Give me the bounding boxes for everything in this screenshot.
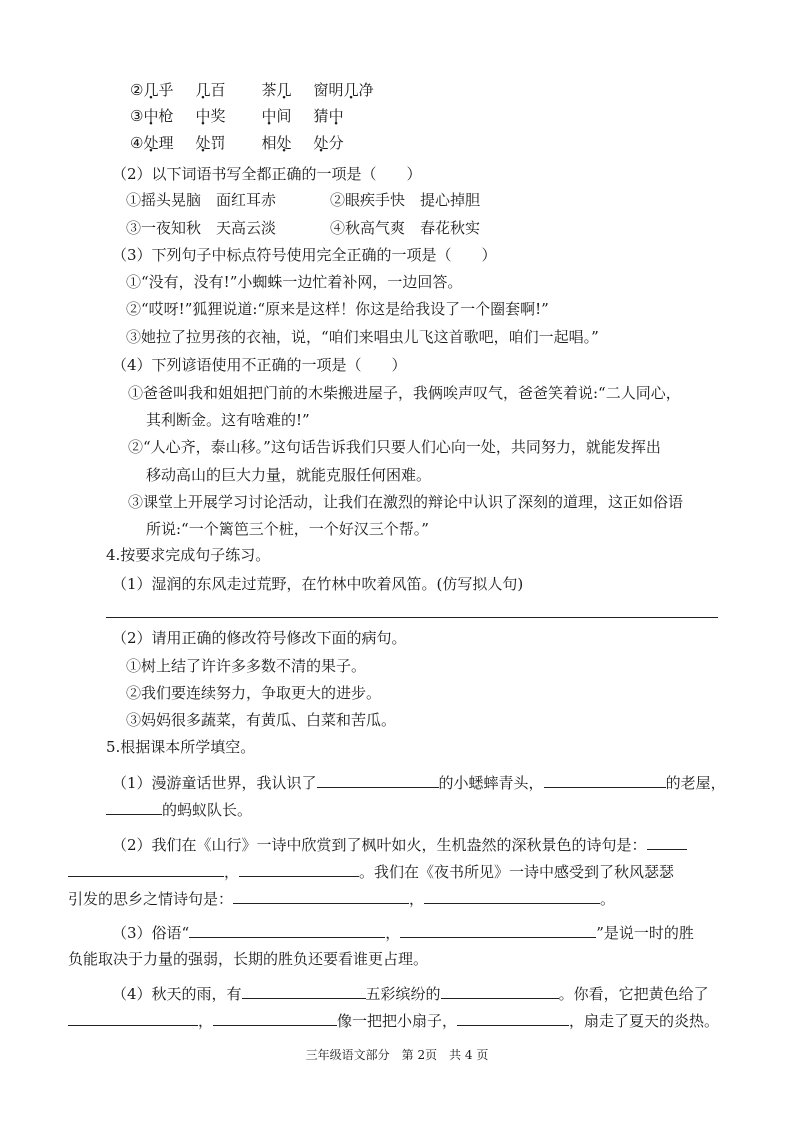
word-zhongqiang: 中枪 [143,107,174,125]
q3-stem: （3）下列句子中标点符号使用完全正确的一项是（ ） [112,246,497,264]
fill-1-line2: 的蚂蚁队长。 [106,799,252,820]
word-xiangchu: 相处 [261,134,292,152]
fill-blank[interactable] [239,861,359,877]
fill-2-line3: 引发的思乡之情诗句是： ， 。 [68,890,616,908]
q2-option-3: ③一夜知秋 天高云淡 [126,219,277,237]
fill-blank[interactable] [424,888,600,904]
section-4-sub2: （2）请用正确的修改符号修改下面的病句。 [112,629,407,647]
fill-4-line1: （4）秋天的雨，有 五彩缤纷的 。你看，它把黄色给了 [112,985,709,1003]
word-chufa: 处罚 [195,134,226,152]
q4-option-2-line1: ②“人心齐，泰山移。”这句话告诉我们只要人们心向一处，共同努力，就能发挥出 [128,438,661,456]
fill-blank[interactable] [400,922,596,938]
fill-blank[interactable] [233,888,409,904]
q3-option-3: ③她拉了拉男孩的衣袖，说，“咱们来唱虫儿飞这首歌吧，咱们一起唱。” [126,328,599,346]
fill-3-line1: （3）俗语“ ， ”是说一时的胜 [112,924,694,942]
q4-option-1-line2: 其利断金。这有啥难的!” [146,411,310,429]
fill-blank[interactable] [441,983,559,999]
word-caizhong: 猜中 [313,107,344,125]
fill-4-line2: ， 像一把把小扇子， ，扇走了夏天的炎热。 [68,1010,719,1031]
sick-sentence-1: ①树上结了许许多多数不清的果子。 [126,657,367,675]
page-footer: 三年级语文部分 第 2页 共 4 页 [305,1048,489,1062]
fill-2-line2: ， 。我们在《夜书所见》一诗中感受到了秋风瑟瑟 [68,861,674,882]
q4-option-3-line1: ③课堂上开展学习讨论活动，让我们在激烈的辩论中认识了深刻的道理，这正如俗语 [128,493,684,511]
word-chufen: 处分 [313,134,344,152]
word-zhongjian: 中间 [261,107,292,125]
fill-blank[interactable] [242,983,366,999]
word-chaji: 茶几 [261,81,292,99]
answer-line[interactable] [106,617,718,618]
section-5-title: 5.根据课本所学填空。 [106,738,256,756]
fill-blank[interactable] [213,1010,337,1026]
q3-option-2: ②“哎呀!”狐狸说道:“原来是这样！你这是给我设了一个圈套啊!” [126,300,549,318]
q3-option-1: ①“没有，没有!”小蜘蛛一边忙着补网，一边回答。 [126,273,463,291]
q2-option-1: ①摇头晃脑 面红耳赤 [126,191,277,209]
sick-sentence-2: ②我们要连续努力，争取更大的进步。 [126,684,382,702]
fill-blank[interactable] [317,772,439,788]
fill-blank[interactable] [68,861,224,877]
word-row-2 [130,80,374,100]
q4-option-3-line2: 所说:“一个篱笆三个桩，一个好汉三个帮。” [146,520,429,538]
q2-option-2: ②眼疾手快 提心掉胆 [330,191,481,209]
q4-option-2-line2: 移动高山的巨大力量，就能克服任何困难。 [146,466,432,484]
section-4-title: 4.按要求完成句子练习。 [106,546,271,564]
sick-sentence-3: ③妈妈很多蔬菜，有黄瓜、白菜和苦瓜。 [126,711,397,729]
option-number: ② [130,81,144,99]
fill-blank[interactable] [544,772,666,788]
word-chuangmingjijing: 窗明几净 [313,81,374,99]
fill-blank[interactable] [189,922,385,938]
fill-blank[interactable] [106,799,162,815]
word-row-4: ④处理 处罚 相处 处分 [130,134,344,152]
word-chuli: 处理 [143,134,174,152]
q4-option-1-line1: ①爸爸叫我和姐姐把门前的木柴搬进屋子，我俩唉声叹气，爸爸笑着说:“二人同心， [128,384,681,402]
q2-stem: （2）以下词语书写全都正确的一项是（ ） [112,165,422,183]
q2-option-4: ④秋高气爽 春花秋实 [330,219,481,237]
fill-blank[interactable] [647,834,687,850]
fill-2-line1: （2）我们在《山行》一诗中欣赏到了枫叶如火，生机盎然的深秋景色的诗句是： [112,834,687,855]
fill-blank[interactable] [457,1010,569,1026]
section-4-sub1: （1）湿润的东风走过荒野，在竹林中吹着风笛。(仿写拟人句) [112,575,524,593]
word-jibai: 几百 [195,81,226,99]
word-zhongjiang: 中奖 [195,107,226,125]
fill-blank[interactable] [68,1010,198,1026]
word-jihu: 几乎 [143,81,174,99]
q4-stem: （4）下列谚语使用不正确的一项是（ ） [112,356,407,374]
word-row-3: ③中枪 中奖 中间 猜中 [130,107,344,125]
fill-1-line1: （1）漫游童话世界，我认识了 的小蟋蟀青头， 的老屋， [112,774,726,792]
fill-3-line2: 负能取决于力量的强弱，长期的胜负还要看谁更占理。 [68,950,429,968]
